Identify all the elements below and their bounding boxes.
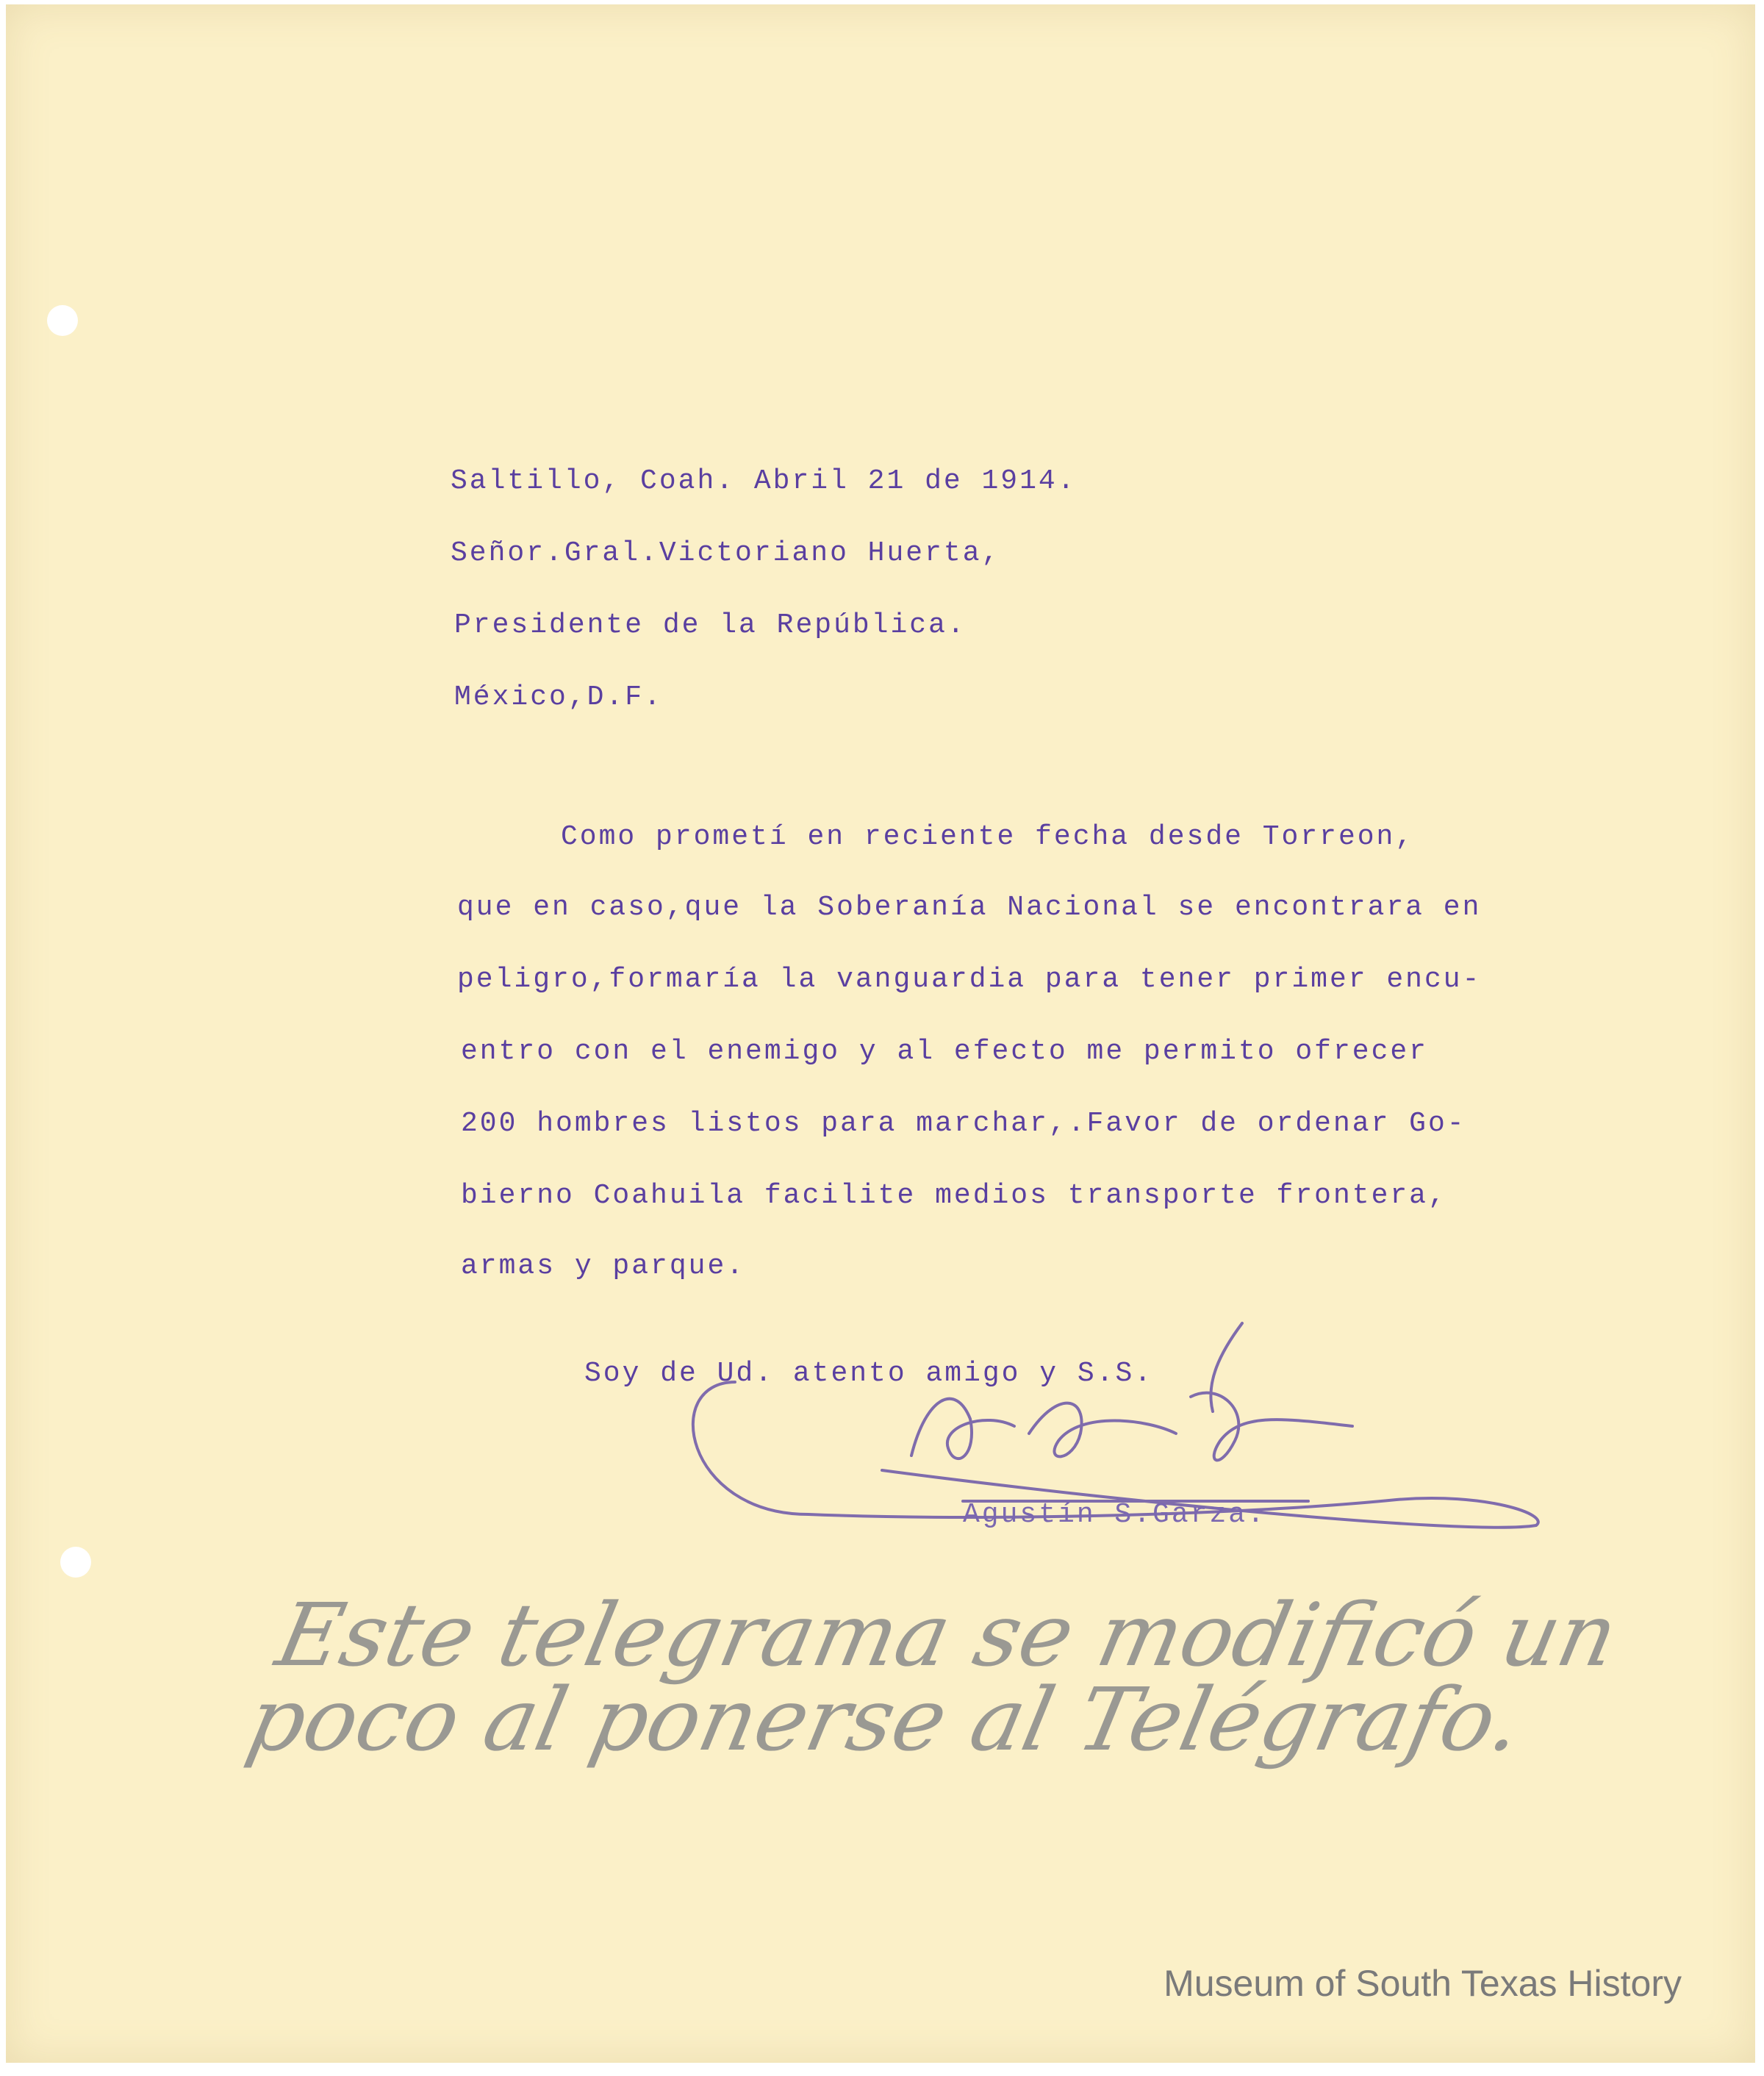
body-line: entro con el enemigo y al efecto me permito ofrecer xyxy=(461,1036,1428,1067)
addressee-name: Señor.Gral.Victoriano Huerta, xyxy=(451,537,1001,569)
body-line: Como prometí en reciente fecha desde Torreon, xyxy=(561,821,1415,853)
closing-line: Soy de Ud. atento amigo y S.S. xyxy=(584,1358,1154,1389)
signature-name: Agustín S.Garza. xyxy=(963,1499,1266,1531)
handwritten-note-line: Este telegrama se modificó un xyxy=(268,1584,1627,1686)
body-line: 200 hombres listos para marchar,.Favor de ordenar Go- xyxy=(461,1108,1466,1139)
addressee-place: México,D.F. xyxy=(454,681,663,713)
date-line: Saltillo, Coah. Abril 21 de 1914. xyxy=(451,465,1077,497)
handwritten-note-line: poco al ponerse al Telégrafo. xyxy=(239,1669,1532,1770)
body-line: armas y parque. xyxy=(461,1250,746,1282)
body-line: peligro,formaría la vanguardia para tener primer encu- xyxy=(457,964,1482,995)
addressee-title: Presidente de la República. xyxy=(454,609,967,641)
body-line: bierno Coahuila facilite medios transporte frontera, xyxy=(461,1180,1447,1211)
museum-watermark: Museum of South Texas History xyxy=(1164,1963,1682,2004)
body-line: que en caso,que la Soberanía Nacional se encontrara en xyxy=(457,892,1482,923)
